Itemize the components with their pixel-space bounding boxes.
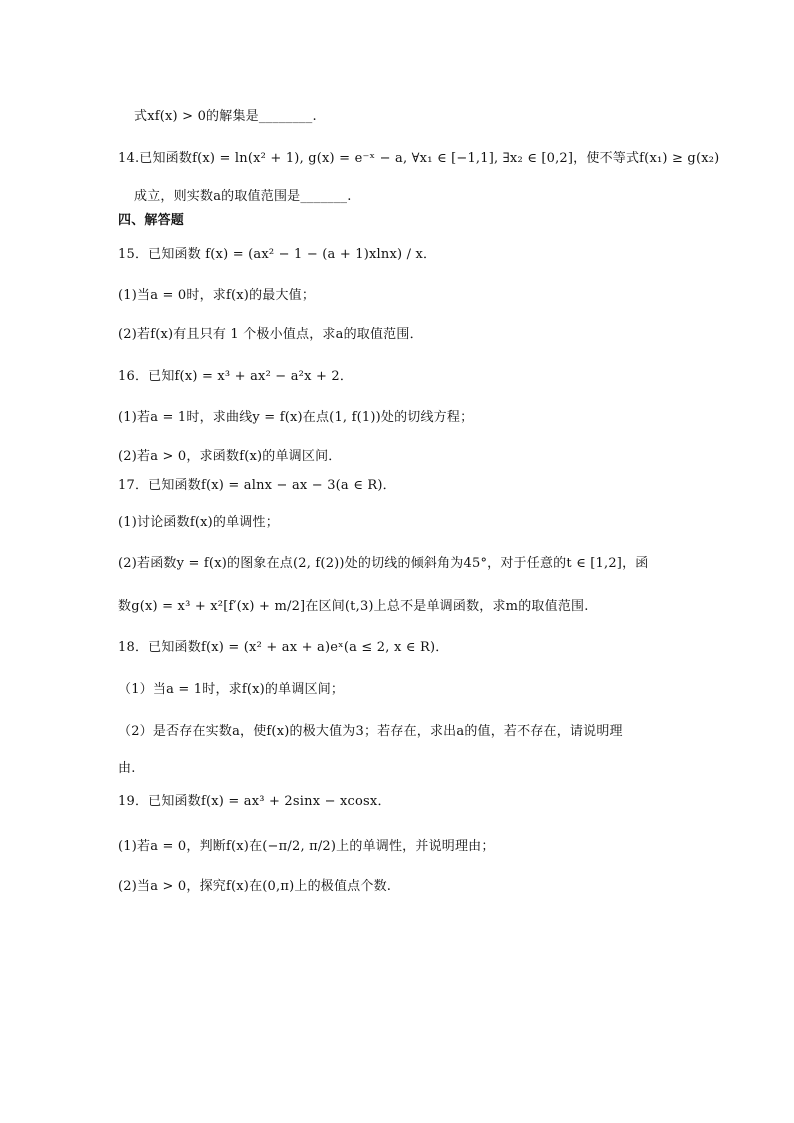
section-heading: 四、解答题	[118, 213, 185, 228]
problem-17-part-2: (2)若函数y = f(x)的图象在点(2, f(2))处的切线的倾斜角为45°，对于任意的t ∈ [1,2]，函	[118, 556, 649, 571]
problem-18-statement: 18．已知函数f(x) = (x² + ax + a)eˣ(a ≤ 2, x ∈ R)．	[118, 640, 449, 655]
problem-17-part-2-continued: 数g(x) = x³ + x²[f′(x) + m/2]在区间(t,3)上总不是单调函数，求m的取值范围.	[118, 599, 589, 614]
problem-17-part-1: (1)讨论函数f(x)的单调性；	[118, 515, 279, 530]
problem-19-part-1: (1)若a = 0，判断f(x)在(−π/2, π/2)上的单调性，并说明理由；	[118, 839, 495, 854]
problem-15-part-1: (1)当a = 0时，求f(x)的最大值；	[118, 288, 316, 303]
problem-19-statement: 19．已知函数f(x) = ax³ + 2sinx − xcosx．	[118, 794, 391, 809]
problem-19-part-2: (2)当a > 0，探究f(x)在(0,π)上的极值点个数.	[118, 879, 392, 894]
problem-14-statement: 14.已知函数f(x) = ln(x² + 1), g(x) = e⁻ˣ − a, ∀x₁ ∈ [−1,1], ∃x₂ ∈ [0,2]，使不等式f(x₁) ≥ g(x₂)	[118, 151, 720, 166]
problem-16-part-1: (1)若a = 1时，求曲线y = f(x)在点(1, f(1))处的切线方程；	[118, 410, 474, 425]
problem-18-part-2-continued: 由.	[118, 761, 136, 776]
problem-15-part-2: (2)若f(x)有且只有 1 个极小值点，求a的取值范围．	[118, 327, 423, 342]
problem-13-continuation: 式xf(x) > 0的解集是________.	[134, 109, 317, 124]
problem-16-part-2: (2)若a > 0，求函数f(x)的单调区间．	[118, 449, 342, 464]
problem-14-question: 成立，则实数a的取值范围是_______.	[134, 189, 352, 204]
problem-17-statement: 17．已知函数f(x) = alnx − ax − 3(a ∈ R)．	[118, 478, 396, 493]
problem-16-statement: 16．已知f(x) = x³ + ax² − a²x + 2．	[118, 369, 354, 384]
problem-18-part-2: （2）是否存在实数a，使f(x)的极大值为3；若存在，求出a的值，若不存在，请说明理	[118, 724, 623, 739]
problem-18-part-1: （1）当a = 1时，求f(x)的单调区间；	[118, 682, 345, 697]
problem-15-statement: 15．已知函数 f(x) = (ax² − 1 − (a + 1)xlnx) / x．	[118, 247, 437, 262]
